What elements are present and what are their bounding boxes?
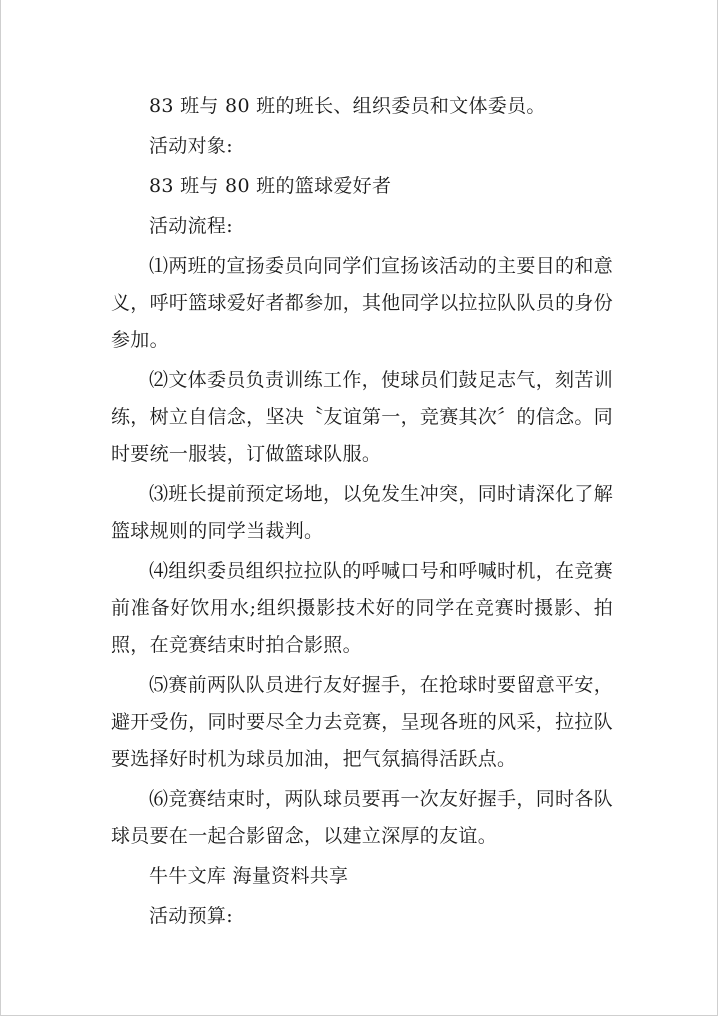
paragraph-budget-heading: 活动预算: — [149, 905, 233, 927]
paragraph-process-heading: 活动流程: — [149, 215, 233, 237]
paragraph-target: 83 班与 80 班的篮球爱好者 — [149, 175, 392, 197]
document-body — [111, 88, 613, 935]
paragraph-step-4: ⑷组织委员组织拉拉队的呼喊口号和呼喊时机，在竞赛前准备好饮用水;组织摄影技术好的同学在竞赛时摄影、拍照，在竞赛结束时拍合影照。 — [111, 560, 613, 656]
paragraph-step-1: ⑴两班的宣扬委员向同学们宣扬该活动的主要目的和意义，呼吁篮球爱好者都参加，其他同学以拉拉队队员的身份参加。 — [111, 255, 613, 351]
paragraph-watermark-line: 牛牛文库 海量资料共享 — [149, 865, 349, 887]
paragraph-step-5: ⑸赛前两队队员进行友好握手，在抢球时要留意平安，避开受伤，同时要尽全力去竞赛，呈现各班的风采，拉拉队要选择好时机为球员加油，把气氛搞得活跃点。 — [111, 674, 613, 770]
paragraph-step-2: ⑵文体委员负责训练工作，使球员们鼓足志气，刻苦训练，树立自信念，坚决〝友谊第一，竞赛其次〞的信念。同时要统一服装，订做篮球队服。 — [111, 369, 613, 465]
paragraph-step-6: ⑹竞赛结束时，两队球员要再一次友好握手，同时各队球员要在一起合影留念，以建立深厚的友谊。 — [111, 788, 613, 847]
paragraph-step-3: ⑶班长提前预定场地，以免发生冲突，同时请深化了解篮球规则的同学当裁判。 — [111, 483, 613, 542]
paragraph-target-heading: 活动对象: — [149, 135, 233, 157]
paragraph-participants: 83 班与 80 班的班长、组织委员和文体委员。 — [149, 95, 546, 117]
